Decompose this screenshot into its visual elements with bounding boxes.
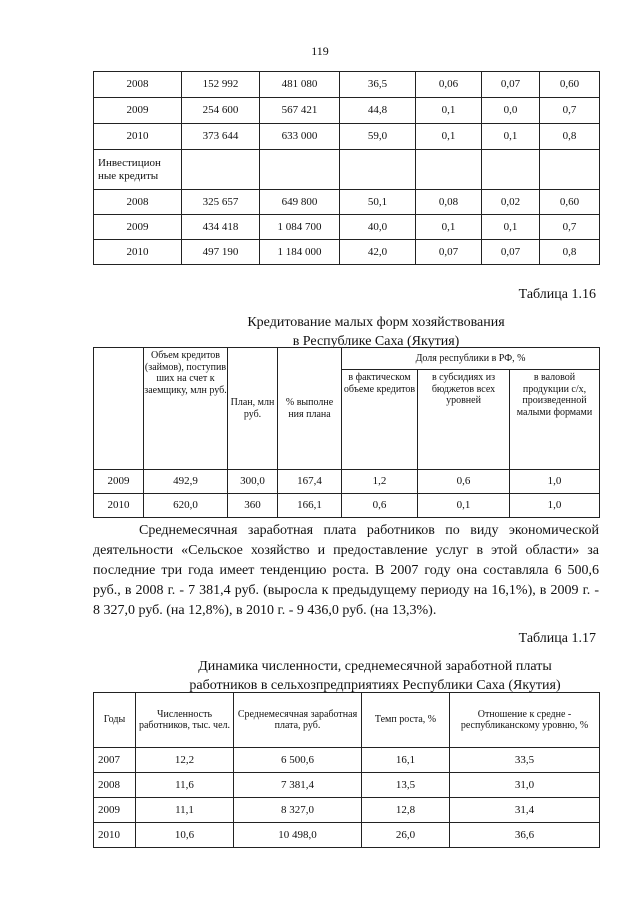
- table-cell: 31,4: [450, 798, 600, 823]
- table-row: [94, 150, 600, 190]
- table-cell: 10 498,0: [234, 823, 362, 848]
- header-actual: в фактическом объеме кредитов: [342, 370, 418, 470]
- table-cell: 0,6: [418, 470, 510, 494]
- table-cell: 36,5: [340, 72, 416, 98]
- table-cell: 497 190: [182, 240, 260, 265]
- table-cell: 16,1: [362, 748, 450, 773]
- table-cell: 649 800: [260, 190, 340, 215]
- table-row: [94, 124, 600, 150]
- table-cell: 166,1: [278, 494, 342, 518]
- table-row: [94, 798, 600, 823]
- table-cell: 0,7: [540, 98, 600, 124]
- table-cell: 254 600: [182, 98, 260, 124]
- table-row: [94, 773, 600, 798]
- header-share: Доля республики в РФ, %: [342, 348, 600, 370]
- credit-table-continued: [93, 71, 600, 265]
- table-cell: 42,0: [340, 240, 416, 265]
- table-cell: 300,0: [228, 470, 278, 494]
- table-row: [94, 190, 600, 215]
- table-cell: 620,0: [144, 494, 228, 518]
- row-year: 2010: [94, 124, 182, 150]
- table-1-17: [93, 692, 600, 848]
- table-cell: 31,0: [450, 773, 600, 798]
- table-cell: 13,5: [362, 773, 450, 798]
- row-year: 2007: [94, 748, 136, 773]
- table-cell: 7 381,4: [234, 773, 362, 798]
- header-percent: % выполне ния плана: [278, 348, 342, 470]
- table-cell: 0,07: [416, 240, 482, 265]
- row-year: 2008: [94, 773, 136, 798]
- table-cell: 8 327,0: [234, 798, 362, 823]
- table-cell: 492,9: [144, 470, 228, 494]
- table-cell: 11,6: [136, 773, 234, 798]
- table-row: [94, 823, 600, 848]
- header-count: Численность работников, тыс. чел.: [136, 693, 234, 748]
- group-label: Инвестицион ные кредиты: [94, 150, 182, 190]
- row-year: 2010: [94, 494, 144, 518]
- table-cell: 36,6: [450, 823, 600, 848]
- table-cell: 434 418: [182, 215, 260, 240]
- row-year: 2009: [94, 98, 182, 124]
- table-cell: 360: [228, 494, 278, 518]
- row-year: 2008: [94, 190, 182, 215]
- table-cell: 0,07: [482, 72, 540, 98]
- table-cell: 633 000: [260, 124, 340, 150]
- table-cell: 10,6: [136, 823, 234, 848]
- row-year: 2010: [94, 823, 136, 848]
- row-year: 2008: [94, 72, 182, 98]
- header-gross: в валовой продукции с/х, произведенной малыми формами: [510, 370, 600, 470]
- table-cell: 0,6: [342, 494, 418, 518]
- table-title-1-17: Динамика численности, среднемесячной заработной платы работников в сельхозпредприятиях Республики Саха (Якутия): [189, 659, 561, 693]
- table-caption-1-17: Таблица 1.17: [518, 631, 596, 646]
- table-cell: 0,06: [416, 72, 482, 98]
- table-cell: 0,1: [418, 494, 510, 518]
- table-cell: 0,8: [540, 240, 600, 265]
- table-row: [94, 470, 600, 494]
- table-1-16: [93, 347, 600, 518]
- table-cell: 1,0: [510, 494, 600, 518]
- header-subsidies: в субсидиях из бюджетов всех уровней: [418, 370, 510, 470]
- table-caption-1-16: Таблица 1.16: [518, 287, 596, 302]
- table-cell: 40,0: [340, 215, 416, 240]
- table-cell: 12,8: [362, 798, 450, 823]
- table-cell: 481 080: [260, 72, 340, 98]
- table-cell: 0,1: [482, 124, 540, 150]
- table-cell: 50,1: [340, 190, 416, 215]
- table-cell: 0,60: [540, 190, 600, 215]
- table-cell: 0,8: [540, 124, 600, 150]
- table-title-1-16: Кредитование малых форм хозяйствования в Республике Саха (Якутия): [247, 315, 505, 349]
- table-cell: 0,02: [482, 190, 540, 215]
- table-cell: 12,2: [136, 748, 234, 773]
- header-plan: План, млн руб.: [228, 348, 278, 470]
- header-years: Годы: [94, 693, 136, 748]
- header-salary: Среднемесячная заработная плата, руб.: [234, 693, 362, 748]
- row-year: 2009: [94, 798, 136, 823]
- table-cell: 59,0: [340, 124, 416, 150]
- table-cell: 26,0: [362, 823, 450, 848]
- table-row: [94, 494, 600, 518]
- table-row: [94, 98, 600, 124]
- table-cell: 0,60: [540, 72, 600, 98]
- table-cell: 0,1: [416, 215, 482, 240]
- table-cell: 1 084 700: [260, 215, 340, 240]
- table-row: [94, 72, 600, 98]
- table-cell: 1 184 000: [260, 240, 340, 265]
- table-cell: 0,1: [416, 98, 482, 124]
- table-cell: 167,4: [278, 470, 342, 494]
- header-volume: Объем кредитов (займов), поступив ших на счет к заемщику, млн руб.: [144, 348, 228, 470]
- table-cell: 0,07: [482, 240, 540, 265]
- table-cell: 33,5: [450, 748, 600, 773]
- table-cell: 152 992: [182, 72, 260, 98]
- table-cell: 567 421: [260, 98, 340, 124]
- table-cell: 0,1: [482, 215, 540, 240]
- table-cell: 6 500,6: [234, 748, 362, 773]
- table-cell: 0,1: [416, 124, 482, 150]
- table-cell: 325 657: [182, 190, 260, 215]
- row-year: 2009: [94, 215, 182, 240]
- table-cell: 44,8: [340, 98, 416, 124]
- table-cell: 11,1: [136, 798, 234, 823]
- table-row: [94, 748, 600, 773]
- row-year: 2010: [94, 240, 182, 265]
- table-cell: 0,08: [416, 190, 482, 215]
- row-year: 2009: [94, 470, 144, 494]
- table-cell: 373 644: [182, 124, 260, 150]
- header-ratio: Отношение к средне - республиканскому уровню, %: [450, 693, 600, 748]
- table-cell: 1,0: [510, 470, 600, 494]
- table-cell: 0,7: [540, 215, 600, 240]
- table-cell: 1,2: [342, 470, 418, 494]
- table-cell: 0,0: [482, 98, 540, 124]
- body-paragraph: Среднемесячная заработная плата работников по виду экономической деятельности «Сельское хозяйство и предоставление услуг в этой области» за последние три года имеет тенденцию роста. В 2007 году она составляла 6 500,6 руб., в 2008 г. - 7 381,4 руб. (выросла к предыдущему периоду на 16,1%), в 2009 г. - 8 327,0 руб. (на 12,8%), в 2010 г. - 9 436,0 руб. (на 13,3%).: [93, 523, 599, 618]
- table-row: [94, 240, 600, 265]
- header-growth: Темп роста, %: [362, 693, 450, 748]
- table-row: [94, 215, 600, 240]
- page-number: 119: [311, 44, 329, 58]
